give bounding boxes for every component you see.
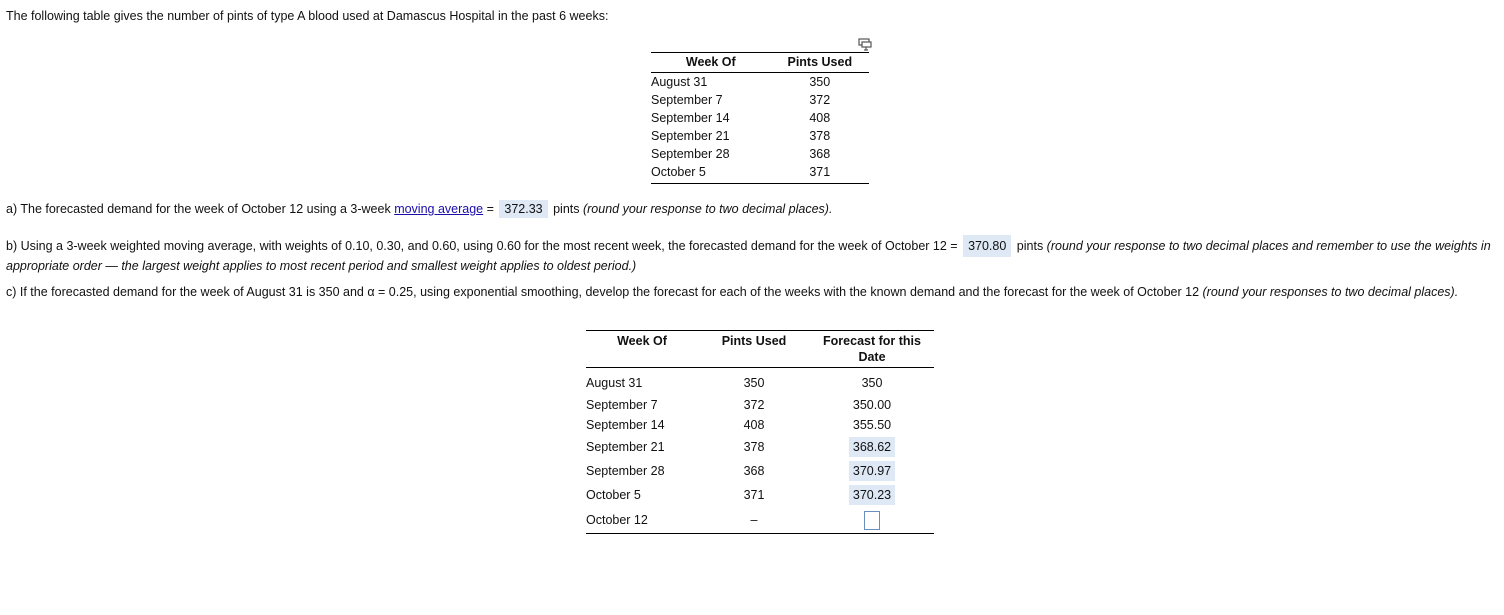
table-row (651, 109, 869, 127)
table2-header-week: Week Of (586, 331, 698, 368)
table-row (651, 145, 869, 163)
table2-header-forecast: Forecast for this Date (810, 331, 934, 368)
week-cell: September 28 (586, 464, 665, 478)
week-cell: August 31 (651, 75, 708, 89)
week-cell: October 12 (586, 507, 698, 534)
rounding-note: (round your response to two decimal places). (582, 202, 833, 216)
forecast-input[interactable]: 368.62 (849, 437, 895, 457)
week-cell: October 5 (586, 488, 641, 502)
table2-header-pints: Pints Used (698, 331, 810, 368)
question-a-text: a) The forecasted demand for the week of October 12 using a 3-week (6, 202, 395, 216)
exponential-smoothing-table (586, 330, 934, 534)
forecast-october-12-input[interactable] (864, 511, 880, 530)
table-row (586, 435, 934, 459)
week-cell: September 7 (651, 93, 723, 107)
forecast-input[interactable]: 370.23 (849, 485, 895, 505)
question-c-text: c) If the forecasted demand for the week of August 31 is 350 and α = 0.25, using exponential smoothing, develop the forecast for each of the weeks with the known demand and the forecast for the week of October 12 (6, 285, 1203, 299)
pints-cell: 372 (809, 93, 831, 107)
pints-cell: 350 (809, 75, 831, 89)
week-cell: September 21 (651, 129, 730, 143)
forecast-cell: 350 (861, 376, 883, 390)
table-row (586, 395, 934, 415)
table-row (586, 415, 934, 435)
table-row (586, 368, 934, 396)
table-row (586, 459, 934, 483)
moving-average-link[interactable]: moving average (394, 202, 484, 216)
pints-cell: 371 (771, 163, 869, 184)
pints-unit: pints (1013, 239, 1047, 253)
table-row (651, 73, 869, 92)
pints-cell: 368 (809, 147, 831, 161)
pints-cell: 371 (743, 488, 765, 502)
table-row (586, 483, 934, 507)
pints-cell: 378 (743, 440, 765, 454)
table-row (651, 127, 869, 145)
copy-icon[interactable] (858, 38, 872, 52)
forecast-cell (810, 459, 934, 483)
rounding-note: (round your response to two decimal places and remember to use the weights in appropriate order — the largest weight applies to most recent period and smallest weight applies to oldest period.) (6, 239, 1491, 273)
equals-sign: = (483, 202, 498, 216)
answer-a-field[interactable]: 372.33 (499, 200, 547, 218)
pints-cell: 408 (743, 418, 765, 432)
forecast-input[interactable]: 370.97 (849, 461, 895, 481)
forecast-cell (810, 507, 934, 534)
pints-unit: pints (549, 202, 583, 216)
question-b-text: b) Using a 3-week weighted moving average, with weights of 0.10, 0.30, and 0.60, using 0.60 for the most recent week, the forecasted demand for the week of October 12 = (6, 239, 962, 253)
week-cell: August 31 (586, 376, 643, 390)
pints-cell: 378 (809, 129, 831, 143)
table1-header-pints: Pints Used (771, 53, 869, 73)
week-cell: September 14 (651, 111, 730, 125)
week-cell: September 14 (586, 418, 665, 432)
question-c (6, 284, 1496, 301)
forecast-cell (810, 483, 934, 507)
question-a (6, 200, 832, 218)
table-row (586, 507, 934, 534)
forecast-cell: 355.50 (852, 418, 892, 432)
answer-b-field[interactable]: 370.80 (963, 235, 1011, 257)
pints-cell: 408 (809, 111, 831, 125)
table1-header-week: Week Of (651, 53, 771, 73)
forecast-cell: 350.00 (852, 398, 892, 412)
question-b (6, 235, 1496, 275)
problem-intro: The following table gives the number of pints of type A blood used at Damascus Hospital in the past 6 weeks: (6, 9, 609, 23)
week-cell: October 5 (651, 163, 771, 184)
pints-cell: 350 (743, 376, 765, 390)
rounding-note: (round your responses to two decimal places). (1202, 285, 1459, 299)
week-cell: September 7 (586, 398, 658, 412)
week-cell: September 21 (586, 440, 665, 454)
pints-used-table (651, 52, 869, 184)
forecast-cell (810, 435, 934, 459)
table-row (651, 163, 869, 184)
pints-cell: 372 (743, 398, 765, 412)
pints-cell: – (698, 507, 810, 534)
table-row (651, 91, 869, 109)
week-cell: September 28 (651, 147, 730, 161)
pints-cell: 368 (743, 464, 765, 478)
